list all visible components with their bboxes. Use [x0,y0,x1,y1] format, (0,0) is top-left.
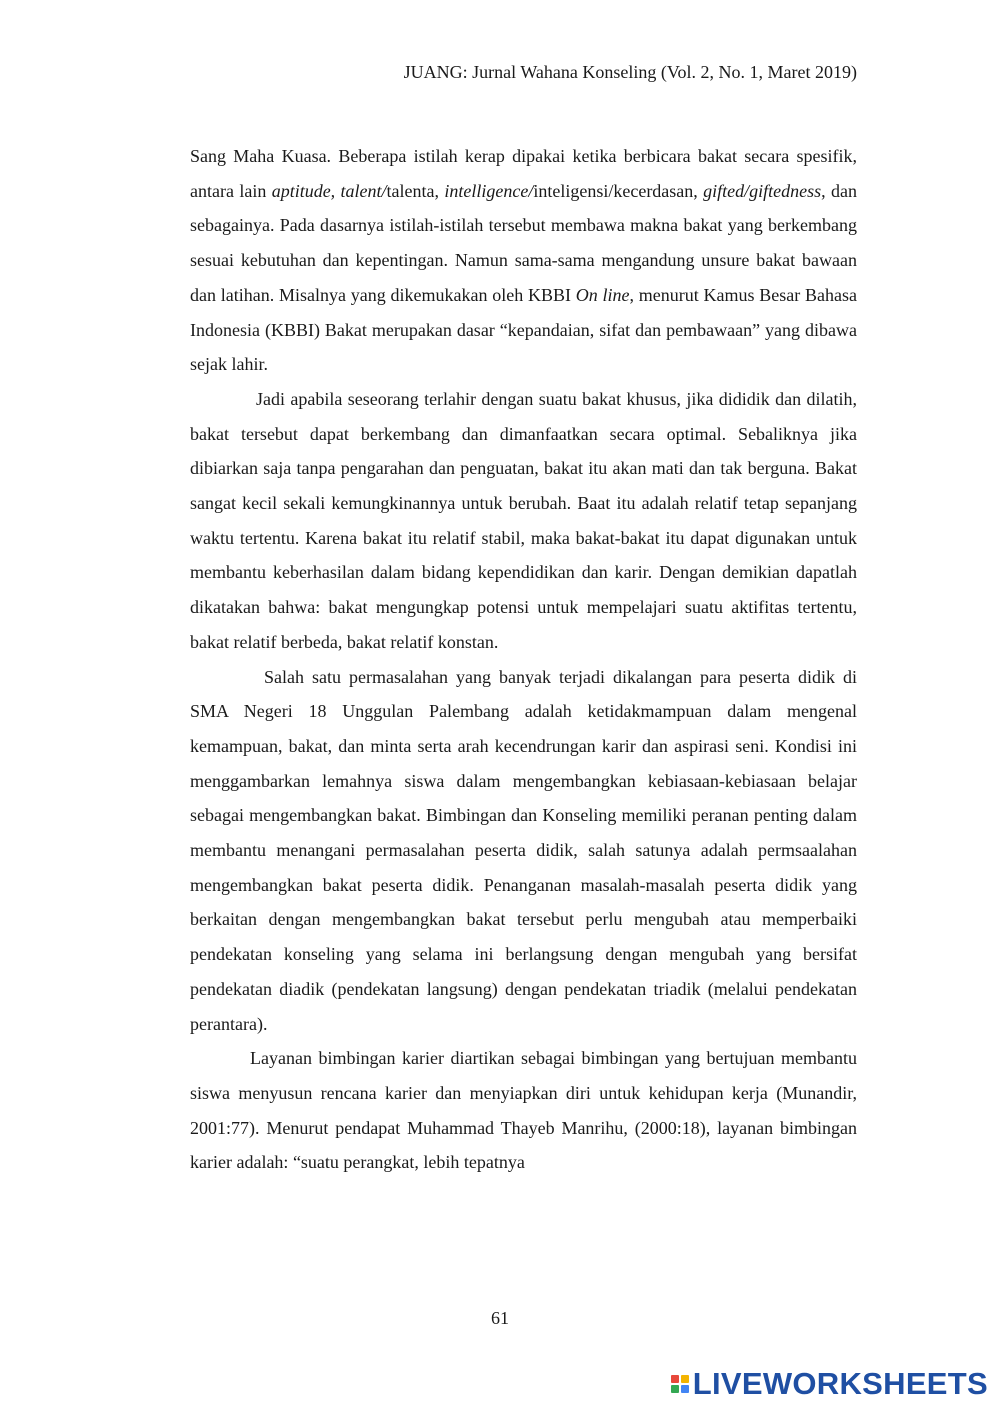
journal-issue: (Vol. 2, No. 1, Maret 2019) [660,62,857,82]
logo-square-yellow [681,1375,689,1383]
logo-square-blue [681,1385,689,1393]
paragraph-3: Salah satu permasalahan yang banyak terjadi dikalangan para peserta didik di SMA Negeri 18 Unggulan Palembang adalah ketidakmampuan dalam mengenal kemampuan, bakat, dan minta serta arah kecendrungan karir dan aspirasi seni. Kondisi ini menggambarkan lemahnya siswa dalam mengembangkan kebiasaan-kebiasaan belajar sebagai mengembangkan bakat. Bimbingan dan Konseling memiliki peranan penting dalam membantu menangani permasalahan peserta didik, salah satunya adalah permsaalahan mengembangkan bakat peserta didik. Penanganan masalah-masalah peserta didik yang berkaitan dengan mengembangkan bakat tersebut perlu mengubah atau memperbaiki pendekatan konseling yang selama ini berlangsung dengan mengubah yang bersifat pendekatan diadik (pendekatan langsung) dengan pendekatan triadik (melalui pendekatan perantara). [190,666,857,1034]
liveworksheets-watermark[interactable] [671,1366,988,1402]
journal-title: JUANG: Jurnal Wahana Konseling [403,62,657,82]
liveworksheets-wordmark: LIVEWORKSHEETS [692,1366,988,1401]
liveworksheets-logo-icon [671,1375,689,1393]
body-text [190,139,857,1180]
paragraph-4: Layanan bimbingan karier diartikan sebagai bimbingan yang bertujuan membantu siswa menyusun rencana karier dan menyiapkan diri untuk kehidupan kerja (Munandir, 2001:77). Menurut pendapat Muhammad Thayeb Manrihu, (2000:18), layanan bimbingan karier adalah: “suatu perangkat, lebih tepatnya [190,1048,857,1173]
page-number: 61 [491,1308,509,1328]
running-header [404,62,857,83]
paragraph-2: Jadi apabila seseorang terlahir dengan suatu bakat khusus, jika dididik dan dilatih, bakat tersebut dapat berkembang dan dimanfaatkan secara optimal. Sebaliknya jika dibiarkan saja tanpa pengarahan dan penguatan, bakat itu akan mati dan tak berguna. Bakat sangat kecil sekali kemungkinannya untuk berubah. Baat itu adalah relatif tetap sepanjang waktu tertentu. Karena bakat itu relatif stabil, maka bakat-bakat itu dapat digunakan untuk membantu keberhasilan dalam bidang kependidikan dan karir. Dengan demikian dapatlah dikatakan bahwa: bakat mengungkap potensi untuk mempelajari suatu aktifitas tertentu, bakat relatif berbeda, bakat relatif konstan. [190,388,857,652]
paragraph-1: Sang Maha Kuasa. Beberapa istilah kerap dipakai ketika berbicara bakat secara spesifik, antara lain aptitude, talent/talenta, intelligence/inteligensi/kecerdasan, gifted/giftedness, dan sebagainya. Pada dasarnya istilah-istilah tersebut membawa makna bakat yang berkembang sesuai kebutuhan dan kepentingan. Namun sama-sama mengandung unsure bakat bawaan dan latihan. Misalnya yang dikemukakan oleh KBBI On line, menurut Kamus Besar Bahasa Indonesia (KBBI) Bakat merupakan dasar “kepandaian, sifat dan pembawaan” yang dibawa sejak lahir. [190,146,857,375]
logo-square-red [671,1375,679,1383]
logo-square-green [671,1385,679,1393]
